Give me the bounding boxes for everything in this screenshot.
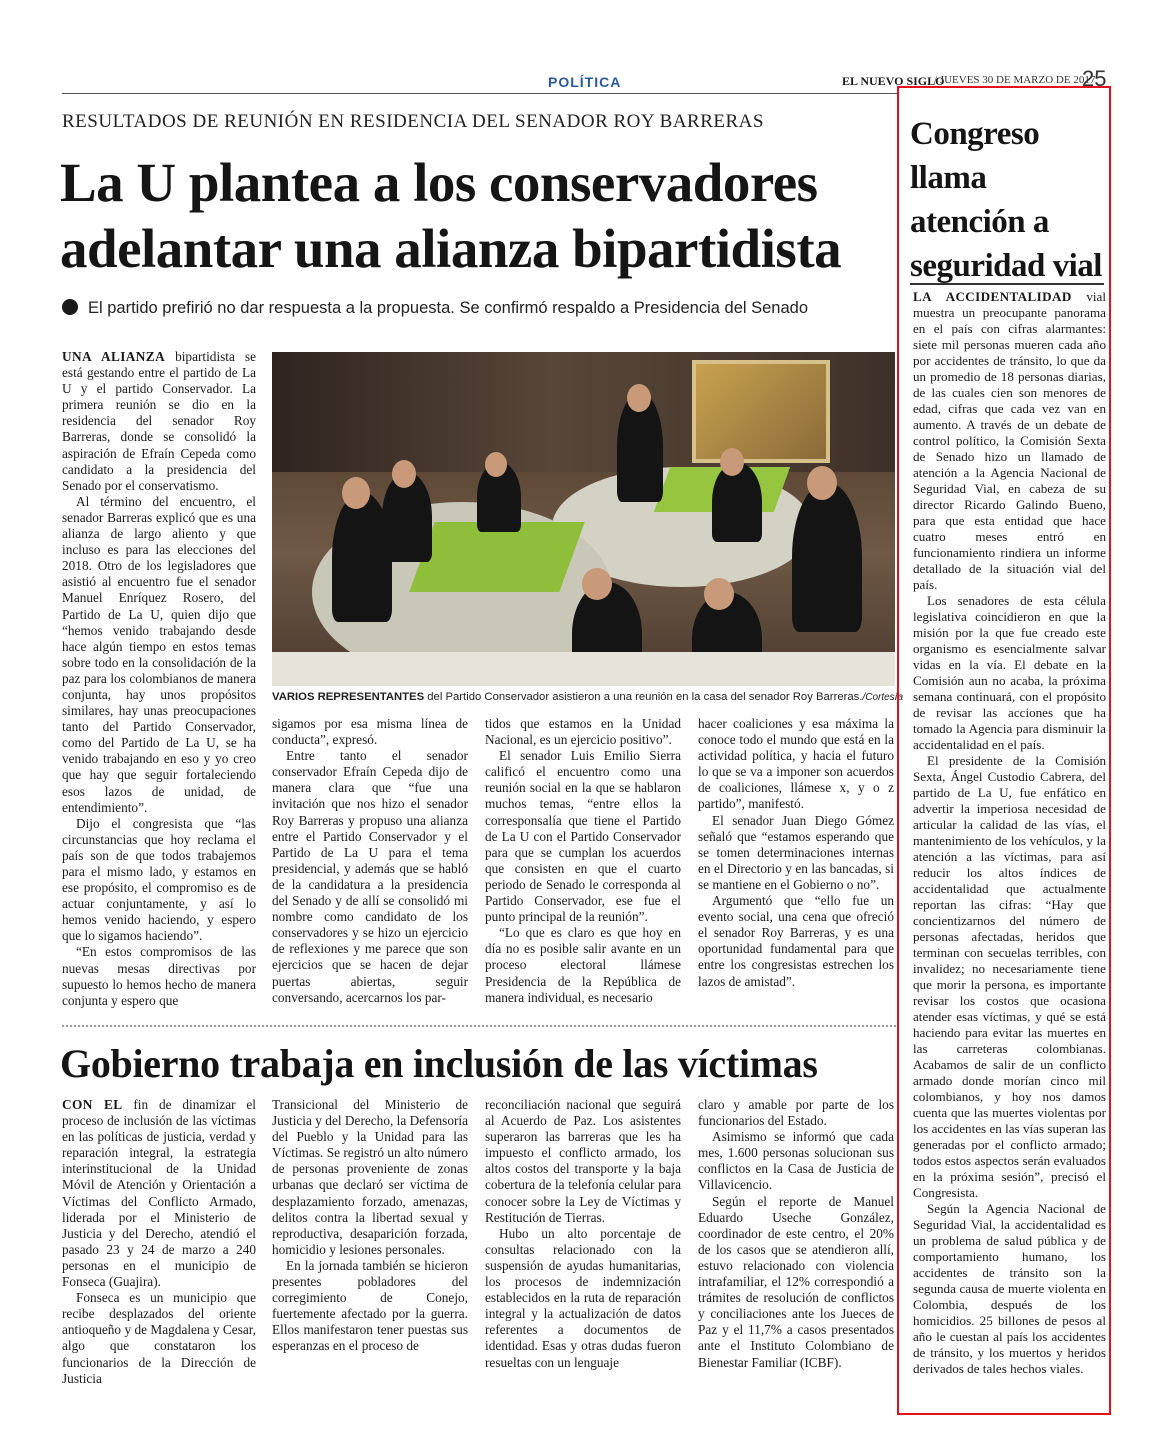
- paragraph: Según la Agencia Nacional de Seguridad Vial, la accidentalidad es un problema de salud pública y de comportamiento humano, los accidentes de tránsito son la segunda causa de muerte violenta en Colombia, después de los homicidios. 25 billones de pesos al año le cuestan al país los accidentes de tránsito, y los muertos y heridos derivados de tales hechos viales.: [913, 1201, 1106, 1376]
- paragraph: vial muestra un preocupante panorama en el país con cifras alarmantes: siete mil personas mueren cada año por accidentes de tránsito, lo que da un promedio de 18 personas diarias, de las cuales cien son menores de edad, cifras que cada vez van en aumento. A través de un debate de control político, la Comisión Sexta de Senado hizo un llamado de atención a la Agencia Nacional de Seguridad Vial, en cabeza de su director Ricardo Galindo Bueno, para que esta entidad que hace cuatro meses entró en funcionamiento rindiera un informe detallado de la situación vial del país.: [913, 289, 1106, 592]
- sidebar-rule: [910, 283, 1104, 285]
- paragraph: “En estos compromisos de las nuevas mesas directivas por supuesto lo hemos hecho de manera conjunta y espero que: [62, 944, 256, 1008]
- paragraph: Al término del encuentro, el senador Barreras explicó que es una alianza de largo aliento y que incluso es para las elecciones del 2018. Otro de los legisladores que asistió al encuentro fue el senador Manuel Enríquez Rosero, del Partido de La U, quien dijo que “hemos venido trabajando desde hace algún tiempo en estos temas sobre todo en la consolidación de la paz para los colombianos de manera conjunta, hay unos propósitos similares, hay unas preocupaciones tanto del Partido Conservador, como del Partido de La U, se ha venido trabajando en eso y yo creo que hay que seguir fortaleciendo esos lazos de unidad, de entendimiento”.: [62, 493, 256, 815]
- paper-name: EL NUEVO SIGLO: [842, 74, 945, 88]
- paragraph: Dijo el congresista que “las circunstancias que hoy reclama el país son de que todos trabajemos para el mismo lado, y estamos en ese propósito, el compromiso es de actuar conjuntamente, y así lo hemos venido haciendo, y espero que lo sigamos haciendo”.: [62, 815, 256, 944]
- sidebar-headline-line-2: llama: [910, 160, 987, 196]
- paragraph: fin de dinamizar el proceso de inclusión de las víctimas en las políticas de justicia, verdad y reparación integral, la estrategia interinstitucional de la Unidad Móvil de Atención y Orientación a Víctimas del Conflicto Armado, liderada por el Ministerio de Justicia y del Derecho, atendió el pasado 23 y 24 de marzo a 240 personas en el municipio de Fonseca (Guajira).: [62, 1097, 256, 1290]
- sidebar-headline-line-1: Congreso: [910, 116, 1040, 152]
- paragraph: claro y amable por parte de los funcionarios del Estado.: [698, 1097, 894, 1129]
- meeting-photo: [272, 352, 895, 686]
- page-number: 25: [1082, 66, 1107, 91]
- article-column-4: [698, 716, 894, 990]
- paragraph: bipartidista se está gestando entre el partido de La U y el partido Conservador. La primera reunión se dio en la residencia del senador Roy Barreras, donde se consolidó la aspiración de Efraín Cepeda como candidato a la presidencia del Senado por el conservatismo.: [62, 349, 256, 493]
- sidebar-headline-line-3: atención a: [910, 204, 1049, 240]
- caption-lead: VARIOS REPRESENTANTES: [272, 691, 425, 703]
- sidebar-headline: [910, 112, 1105, 288]
- sidebar-headline-line-4: seguridad vial: [910, 248, 1102, 284]
- article-deck: [62, 299, 897, 318]
- headline-line-2: adelantar una alianza bipartidista: [60, 218, 842, 279]
- lead-in: UNA ALIANZA: [62, 349, 166, 364]
- lead-in: LA ACCIDENTALIDAD: [913, 289, 1072, 304]
- paragraph: “Lo que es claro es que hoy en día no es posible salir avante en un proceso electoral llámese Presidencia de la República de manera individual, es necesario: [485, 925, 681, 1005]
- paragraph: reconciliación nacional que seguirá al Acuerdo de Paz. Los asistentes superaron las barreras que les ha impuesto el conflicto armado, los altos costos del transporte y la baja cobertura de la telefonía celular para conocer sobre la Ley de Víctimas y Restitución de Tierras.: [485, 1097, 681, 1225]
- paragraph: Fonseca es un municipio que recibe desplazados del oriente antioqueño y de Magdalena y Cesar, algo que constataron los funcionarios de la Dirección de Justicia: [62, 1290, 256, 1386]
- deck-text: El partido prefirió no dar respuesta a la propuesta. Se confirmó respaldo a Presidencia del Senado: [88, 299, 809, 317]
- section-divider: [62, 1025, 896, 1027]
- paragraph: hacer coaliciones y esa máxima la conoce todo el mundo que está en la actividad política, y hacia el futuro lo que se va a imponer son acuerdos de coaliciones, llámese x, y o z partido”, manifestó.: [698, 716, 894, 812]
- second-article-column-4: [698, 1097, 894, 1371]
- article-column-2: [272, 716, 468, 1006]
- paragraph: Hubo un alto porcentaje de consultas relacionado con la suspensión de ayudas humanitarias, los procesos de indemnización establecidos en la ruta de reparación integral y la actualización de datos referentes a documentos de identidad. Esas y otras dudas fueron resueltas con un lenguaje: [485, 1225, 681, 1370]
- paragraph: Según el reporte de Manuel Eduardo Useche González, coordinador de este centro, el 20% de los casos que se atendieron allí, estuvo relacionado con violencia intrafamiliar, el 12% correspondió a trámites de resolución de conflictos y conciliaciones ante los Jueces de Paz y el 11,7% a casos presentados ante el Instituto Colombiano de Bienestar Familiar (ICBF).: [698, 1193, 894, 1370]
- paragraph: Argumentó que “ello fue un evento social, una cena que ofreció el senador Roy Barreras, y es una oportunidad fundamental para que entre los congresistas estrechen los lazos de amistad”.: [698, 893, 894, 989]
- paragraph: tidos que estamos en la Unidad Nacional, es un ejercicio positivo”.: [485, 716, 681, 748]
- second-article-column-3: [485, 1097, 681, 1371]
- article-headline: [60, 150, 900, 282]
- paragraph: sigamos por esa misma línea de conducta”, expresó.: [272, 716, 468, 748]
- sidebar-body: [913, 289, 1106, 1377]
- caption-text: del Partido Conservador asistieron a una reunión en la casa del senador Roy Barreras.: [424, 691, 863, 703]
- article-kicker: RESULTADOS DE REUNIÓN EN RESIDENCIA DEL SENADOR ROY BARRERAS: [62, 111, 764, 132]
- photo-caption: [272, 691, 902, 703]
- second-article-column-1: [62, 1097, 256, 1387]
- paragraph: El presidente de la Comisión Sexta, Ángel Custodio Cabrera, del partido de La U, fue enfático en advertir la imperiosa necesidad de articular la calidad de las vías, el mantenimiento de los vehículos, y la atención a las víctimas, para así reducir los altos índices de accidentalidad que actualmente reportan las cifras: “Hay que concientizarnos del número de personas afectadas, heridos que terminan con secuelas terribles, con invalidez; no necesariamente tiene que morir la persona, es importante revisar los costos que ocasiona atender esas víctimas, y qué se está haciendo para evitar las muertes en las carreteras colombianas. Acabamos de salir de un conflicto armado donde morían cinco mil colombianos, y hoy nos damos cuenta que las muertes violentas por los accidentes en las vías superan las generadas por el conflicto armado; todos estos aspectos serán evaluados en la próxima sesión”, precisó el Congresista.: [913, 753, 1106, 1200]
- paragraph: El senador Luis Emilio Sierra calificó el encuentro como una reunión social en la que se hablaron muchos temas, “entre ellos la corresponsalía que tiene el Partido de La U con el Partido Conservador para que se cumplan los acuerdos que consisten en que el cuarto periodo de Senado le corresponda al Partido Conservador, ese fue el punto principal de la reunión”.: [485, 748, 681, 925]
- paragraph: El senador Juan Diego Gómez señaló que “estamos esperando que se tomen determinaciones internas en el Directorio y en las bancadas, si se mantiene en el Gobierno o no”.: [698, 812, 894, 892]
- paragraph: Transicional del Ministerio de Justicia y del Derecho, la Defensoría del Pueblo y la Unidad para las Víctimas. Se registró un alto número de personas proveniente de zonas urbanas que declaró ser víctima de desplazamiento forzado, amenazas, delitos contra la libertad sexual y reproductiva, desaparición forzada, homicidio y lesiones personales.: [272, 1097, 468, 1257]
- paragraph: Asimismo se informó que cada mes, 1.600 personas solucionan sus conflictos en la Casa de Justicia de Villavicencio.: [698, 1129, 894, 1193]
- second-article-column-2: [272, 1097, 468, 1355]
- article-column-1: [62, 349, 256, 1009]
- headline-line-1: La U plantea a los conservadores: [60, 152, 818, 213]
- bullet-icon: [62, 299, 78, 315]
- second-article-headline: Gobierno trabaja en inclusión de las víctimas: [60, 1041, 818, 1086]
- header-rule: [62, 93, 898, 94]
- photo-credit: /Cortesía: [862, 692, 904, 703]
- article-column-3: [485, 716, 681, 1006]
- paper-date: / JUEVES 30 DE MARZO DE 2017: [934, 74, 1096, 86]
- paragraph: En la jornada también se hicieron presentes pobladores del corregimiento de Conejo, fuertemente afectado por la guerra. Ellos manifestaron tener puestas sus esperanzas en el proceso de: [272, 1257, 468, 1354]
- section-label: POLÍTICA: [548, 74, 622, 90]
- paragraph: Los senadores de esta célula legislativa coincidieron en que la misión por la que fue creado este organismo es esencialmente salvar vidas en la vía. El debate en la Comisión aun no acaba, la próxima semana continuará, con el propósito de revisar las acciones que ha tomado la Agencia para disminuir la accidentalidad en el país.: [913, 593, 1106, 752]
- lead-in: CON EL: [62, 1097, 123, 1112]
- paragraph: Entre tanto el senador conservador Efraín Cepeda dijo de manera clara que “fue una invitación que nos hizo el senador Roy Barreras y propuso una alianza entre el Partido Conservador y el Partido de La U para el tema presidencial, y además que se habló de la candidatura a la presidencia del Senado y de allí se consolidó mi nombre como candidato de los conservadores y se hizo un ejercicio de reflexiones y me parece que son ejercicios que se hacen de dejar puertas abiertas, seguir conversando, acercarnos los par-: [272, 748, 468, 1005]
